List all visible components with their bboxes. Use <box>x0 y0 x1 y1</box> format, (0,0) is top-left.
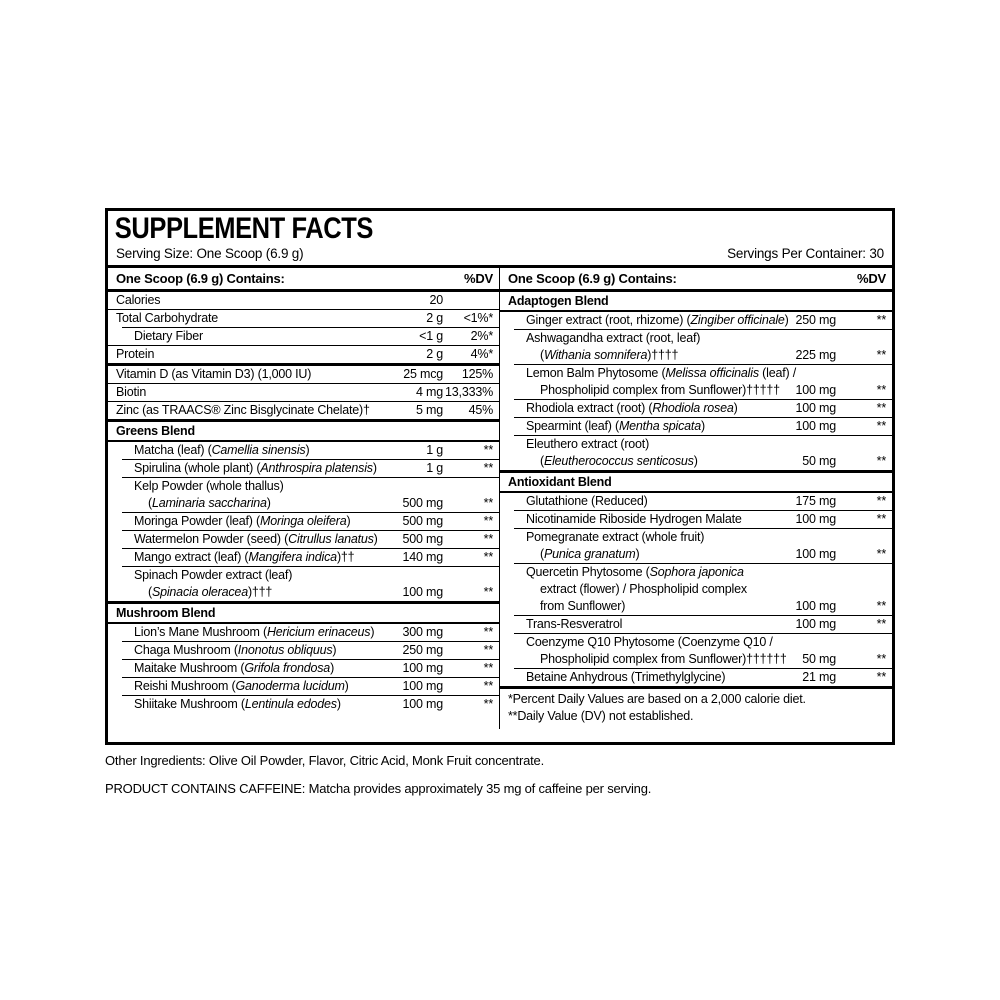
ingredient-dv: ** <box>876 313 886 327</box>
name-text: ( <box>540 348 544 362</box>
ingredient-row <box>500 400 892 417</box>
ingredient-amount: 5 mg <box>416 403 443 417</box>
ingredient-row <box>108 384 499 401</box>
name-text: Moringa Powder (leaf) ( <box>134 514 261 528</box>
ingredient-row <box>108 366 499 383</box>
ingredient-row <box>500 669 892 686</box>
facts-column-right <box>500 268 892 729</box>
servings-per-container: Servings Per Container: 30 <box>727 246 884 261</box>
ingredient-dv: ** <box>876 494 886 508</box>
ingredient-name <box>508 616 776 633</box>
ingredient-name <box>116 460 383 477</box>
name-text: ) <box>332 643 337 657</box>
ingredient-amount: 100 mg <box>795 512 836 526</box>
ingredient-row <box>108 678 499 695</box>
name-text: Lion’s Mane Mushroom ( <box>134 625 267 639</box>
ingredient-amount: 250 mg <box>402 643 443 657</box>
ingredient-amount: 1 g <box>426 461 443 475</box>
ingredient-name <box>508 511 776 528</box>
ingredient-dv: ** <box>483 679 493 693</box>
ingredient-name <box>116 402 383 419</box>
ingredient-dv: ** <box>483 643 493 657</box>
ingredient-dv: 45% <box>468 403 493 417</box>
scientific-name: Lentinula edodes <box>244 697 337 711</box>
ingredient-name <box>508 365 796 399</box>
scientific-name: Mangifera indica <box>248 550 337 564</box>
name-text: Biotin <box>116 385 147 399</box>
ingredient-dv: <1%* <box>463 311 493 325</box>
blend-section-header <box>500 292 892 310</box>
blend-section-title: Adaptogen Blend <box>508 294 609 308</box>
column-header-label: One Scoop (6.9 g) Contains: <box>116 271 285 286</box>
ingredient-name <box>116 624 383 641</box>
name-text: Coenzyme Q10 Phytosome (Coenzyme Q10 / <box>526 635 773 649</box>
name-text: )†† <box>336 550 355 564</box>
scientific-name: Ganoderma lucidum <box>235 679 345 693</box>
ingredient-name <box>116 513 383 530</box>
name-text: Phospholipid complex from Sunflower)†††††† <box>540 652 787 666</box>
name-text: Phospholipid complex from Sunflower)††††† <box>540 383 780 397</box>
ingredient-amount: 100 mg <box>795 401 836 415</box>
column-header-label: One Scoop (6.9 g) Contains: <box>508 271 677 286</box>
dv-header: %DV <box>856 271 886 286</box>
ingredient-row <box>108 531 499 548</box>
ingredient-row <box>108 310 499 327</box>
blend-section-title: Antioxidant Blend <box>508 475 612 489</box>
name-text: Matcha (leaf) ( <box>134 443 212 457</box>
scientific-name: Grifola frondosa <box>244 661 331 675</box>
ingredient-name <box>508 400 776 417</box>
scientific-name: Melissa officinalis <box>665 366 759 380</box>
name-text: ) <box>330 661 335 675</box>
column-header-row <box>500 268 892 292</box>
name-text: ) <box>344 679 349 693</box>
name-text: ( <box>540 454 544 468</box>
ingredient-dv: ** <box>483 461 493 475</box>
ingredient-dv: ** <box>483 514 493 528</box>
ingredient-amount: 2 g <box>426 347 443 361</box>
ingredient-dv: 4%* <box>470 347 493 361</box>
name-text: Ginger extract (root, rhizome) ( <box>526 313 691 327</box>
name-text: Total Carbohydrate <box>116 311 219 325</box>
footnotes-block <box>500 689 892 729</box>
serving-info-row <box>108 245 892 265</box>
ingredient-amount: 4 mg <box>416 385 443 399</box>
ingredient-name <box>508 529 776 563</box>
ingredient-row <box>500 436 892 470</box>
ingredient-name <box>116 549 383 566</box>
name-text: Kelp Powder (whole thallus) <box>134 479 284 493</box>
name-text: Pomegranate extract (whole fruit) <box>526 530 705 544</box>
supplement-facts-panel <box>105 208 895 745</box>
serving-size: Serving Size: One Scoop (6.9 g) <box>116 246 304 261</box>
ingredient-name <box>116 678 383 695</box>
ingredient-amount: 100 mg <box>795 599 836 613</box>
name-text: Protein <box>116 347 155 361</box>
ingredient-amount: 50 mg <box>802 454 836 468</box>
name-text: Calories <box>116 293 161 307</box>
ingredient-name <box>116 478 383 512</box>
name-text: extract (flower) / Phospholipid complex <box>540 582 747 596</box>
ingredient-amount: 100 mg <box>795 419 836 433</box>
ingredient-name <box>116 567 383 601</box>
ingredient-dv: ** <box>483 697 493 711</box>
name-text: Maitake Mushroom ( <box>134 661 245 675</box>
blend-section-header <box>108 422 499 440</box>
ingredient-dv: 125% <box>461 367 493 381</box>
ingredient-row <box>108 696 499 713</box>
footnote-percent-dv: *Percent Daily Values are based on a 2,000 calorie diet. <box>508 692 806 706</box>
name-text: ) <box>346 514 351 528</box>
ingredient-name <box>508 564 776 615</box>
name-text: Glutathione (Reduced) <box>526 494 648 508</box>
ingredient-amount: 100 mg <box>402 697 443 711</box>
ingredient-dv: ** <box>483 532 493 546</box>
name-text: Chaga Mushroom ( <box>134 643 238 657</box>
ingredient-dv: ** <box>876 419 886 433</box>
caffeine-note-text: PRODUCT CONTAINS CAFFEINE: Matcha provides approximately 35 mg of caffeine per serving. <box>105 781 652 796</box>
ingredient-row <box>108 642 499 659</box>
scientific-name: Withania somnifera <box>543 348 648 362</box>
ingredient-amount: <1 g <box>419 329 443 343</box>
ingredient-amount: 500 mg <box>402 532 443 546</box>
ingredient-amount: 21 mg <box>802 670 836 684</box>
ingredient-amount: 500 mg <box>402 514 443 528</box>
ingredient-amount: 100 mg <box>402 585 443 599</box>
ingredient-dv: ** <box>876 348 886 362</box>
name-text: )†††† <box>647 348 679 362</box>
ingredient-amount: 50 mg <box>802 652 836 666</box>
ingredient-name <box>116 346 383 363</box>
ingredient-rows-left <box>108 292 499 713</box>
name-text: Spinach Powder extract (leaf) <box>134 568 293 582</box>
ingredient-row <box>500 418 892 435</box>
name-text: Vitamin D (as Vitamin D3) (1,000 IU) <box>116 367 312 381</box>
name-text: ) <box>693 454 698 468</box>
ingredient-name <box>116 366 383 383</box>
name-text: ) <box>635 547 640 561</box>
blend-section-header <box>500 473 892 491</box>
ingredient-name <box>116 384 383 401</box>
ingredient-name <box>508 436 776 470</box>
ingredient-amount: 25 mcg <box>403 367 443 381</box>
name-text: ) <box>266 496 271 510</box>
ingredient-amount: 100 mg <box>795 547 836 561</box>
name-text: ) <box>700 419 705 433</box>
ingredient-row <box>108 660 499 677</box>
name-text: Trans-Resveratrol <box>526 617 623 631</box>
ingredient-name <box>116 642 383 659</box>
name-text: Quercetin Phytosome ( <box>526 565 650 579</box>
ingredient-name <box>508 418 776 435</box>
ingredient-amount: 225 mg <box>795 348 836 362</box>
ingredient-name <box>116 531 383 548</box>
dv-header: %DV <box>463 271 493 286</box>
ingredient-dv: ** <box>876 512 886 526</box>
ingredient-name <box>508 330 776 364</box>
ingredient-dv: 2%* <box>470 329 493 343</box>
name-text: (leaf) / <box>758 366 796 380</box>
ingredient-amount: 175 mg <box>795 494 836 508</box>
name-text: ) <box>784 313 789 327</box>
ingredient-amount: 100 mg <box>402 679 443 693</box>
ingredient-dv: ** <box>876 383 886 397</box>
scientific-name: Laminaria saccharina <box>151 496 267 510</box>
ingredient-row <box>108 292 499 309</box>
ingredient-dv: ** <box>876 670 886 684</box>
name-text: ) <box>373 532 378 546</box>
ingredient-dv: ** <box>483 550 493 564</box>
name-text: Betaine Anhydrous (Trimethylglycine) <box>526 670 726 684</box>
name-text: ) <box>336 697 341 711</box>
ingredient-name <box>508 669 776 686</box>
name-text: Dietary Fiber <box>134 329 203 343</box>
name-text: ) <box>372 461 377 475</box>
ingredient-row <box>500 365 892 399</box>
blend-section-title: Greens Blend <box>116 424 195 438</box>
ingredient-name <box>116 696 383 713</box>
blend-section-title: Mushroom Blend <box>116 606 216 620</box>
ingredient-amount: 300 mg <box>402 625 443 639</box>
ingredient-amount: 20 <box>429 293 443 307</box>
scientific-name: Citrullus lanatus <box>288 532 374 546</box>
name-text: Shiitake Mushroom ( <box>134 697 245 711</box>
name-text: Spearmint (leaf) ( <box>526 419 619 433</box>
ingredient-row <box>108 328 499 345</box>
ingredient-row <box>108 442 499 459</box>
name-text: )††† <box>247 585 273 599</box>
ingredient-row <box>108 567 499 601</box>
ingredient-name <box>116 328 383 345</box>
ingredient-row <box>500 511 892 528</box>
ingredient-row <box>500 312 892 329</box>
ingredient-dv: ** <box>876 547 886 561</box>
ingredient-amount: 100 mg <box>402 661 443 675</box>
ingredient-amount: 100 mg <box>795 617 836 631</box>
ingredient-amount: 140 mg <box>402 550 443 564</box>
other-ingredients-text: Other Ingredients: Olive Oil Powder, Flavor, Citric Acid, Monk Fruit concentrate. <box>105 753 544 768</box>
ingredient-name <box>116 292 383 309</box>
ingredient-row <box>500 564 892 615</box>
facts-columns <box>108 265 892 729</box>
ingredient-dv: ** <box>483 661 493 675</box>
name-text: Nicotinamide Riboside Hydrogen Malate <box>526 512 742 526</box>
scientific-name: Hericium erinaceus <box>266 625 371 639</box>
ingredient-row <box>500 493 892 510</box>
ingredient-name <box>508 493 776 510</box>
name-text: ( <box>540 547 544 561</box>
name-text: Eleuthero extract (root) <box>526 437 650 451</box>
ingredient-dv: ** <box>483 443 493 457</box>
ingredient-name <box>508 634 787 668</box>
ingredient-amount: 250 mg <box>795 313 836 327</box>
ingredient-dv: ** <box>876 401 886 415</box>
scientific-name: Spinacia oleracea <box>151 585 248 599</box>
ingredient-row <box>108 460 499 477</box>
ingredient-rows-right <box>500 292 892 686</box>
name-text: Rhodiola extract (root) ( <box>526 401 653 415</box>
ingredient-dv: ** <box>483 496 493 510</box>
ingredient-dv: ** <box>876 617 886 631</box>
name-text: Watermelon Powder (seed) ( <box>134 532 289 546</box>
ingredient-row <box>108 478 499 512</box>
scientific-name: Inonotus obliquus <box>237 643 333 657</box>
scientific-name: Camellia sinensis <box>211 443 306 457</box>
scientific-name: Moringa oleifera <box>260 514 347 528</box>
ingredient-row <box>500 529 892 563</box>
ingredient-name <box>508 312 789 329</box>
ingredient-name <box>116 660 383 677</box>
name-text: from Sunflower) <box>540 599 626 613</box>
ingredient-dv: 13,333% <box>445 385 493 399</box>
scientific-name: Sophora japonica <box>649 565 744 579</box>
scientific-name: Zingiber officinale <box>690 313 785 327</box>
scientific-name: Mentha spicata <box>618 419 701 433</box>
scientific-name: Rhodiola rosea <box>652 401 734 415</box>
ingredient-row <box>108 549 499 566</box>
ingredient-dv: ** <box>483 625 493 639</box>
ingredient-row <box>108 624 499 641</box>
ingredient-row <box>500 634 892 668</box>
scientific-name: Eleutherococcus senticosus <box>543 454 694 468</box>
name-text: ) <box>305 443 310 457</box>
ingredient-name <box>116 442 383 459</box>
name-text: Reishi Mushroom ( <box>134 679 236 693</box>
name-text: Lemon Balm Phytosome ( <box>526 366 666 380</box>
name-text: ( <box>148 496 152 510</box>
scientific-name: Punica granatum <box>543 547 636 561</box>
ingredient-row <box>108 346 499 363</box>
ingredient-amount: 1 g <box>426 443 443 457</box>
footnote-dv-not-established: **Daily Value (DV) not established. <box>508 709 694 723</box>
ingredient-dv: ** <box>876 599 886 613</box>
ingredient-row <box>500 616 892 633</box>
ingredient-dv: ** <box>483 585 493 599</box>
facts-column-left <box>108 268 500 729</box>
ingredient-amount: 500 mg <box>402 496 443 510</box>
ingredient-name <box>116 310 383 327</box>
name-text: ( <box>148 585 152 599</box>
ingredient-row <box>108 513 499 530</box>
blend-section-header <box>108 604 499 622</box>
ingredient-dv: ** <box>876 454 886 468</box>
name-text: ) <box>370 625 375 639</box>
ingredient-amount: 2 g <box>426 311 443 325</box>
name-text: Zinc (as TRAACS® Zinc Bisglycinate Chelate)† <box>116 403 370 417</box>
name-text: Ashwagandha extract (root, leaf) <box>526 331 701 345</box>
ingredient-amount: 100 mg <box>795 383 836 397</box>
ingredient-row <box>108 402 499 419</box>
ingredient-dv: ** <box>876 652 886 666</box>
scientific-name: Anthrospira platensis <box>260 461 373 475</box>
ingredient-row <box>500 330 892 364</box>
name-text: ) <box>733 401 738 415</box>
name-text: Mango extract (leaf) ( <box>134 550 249 564</box>
column-header-row <box>108 268 499 292</box>
panel-title: SUPPLEMENT FACTS <box>114 212 373 245</box>
name-text: Spirulina (whole plant) ( <box>134 461 261 475</box>
